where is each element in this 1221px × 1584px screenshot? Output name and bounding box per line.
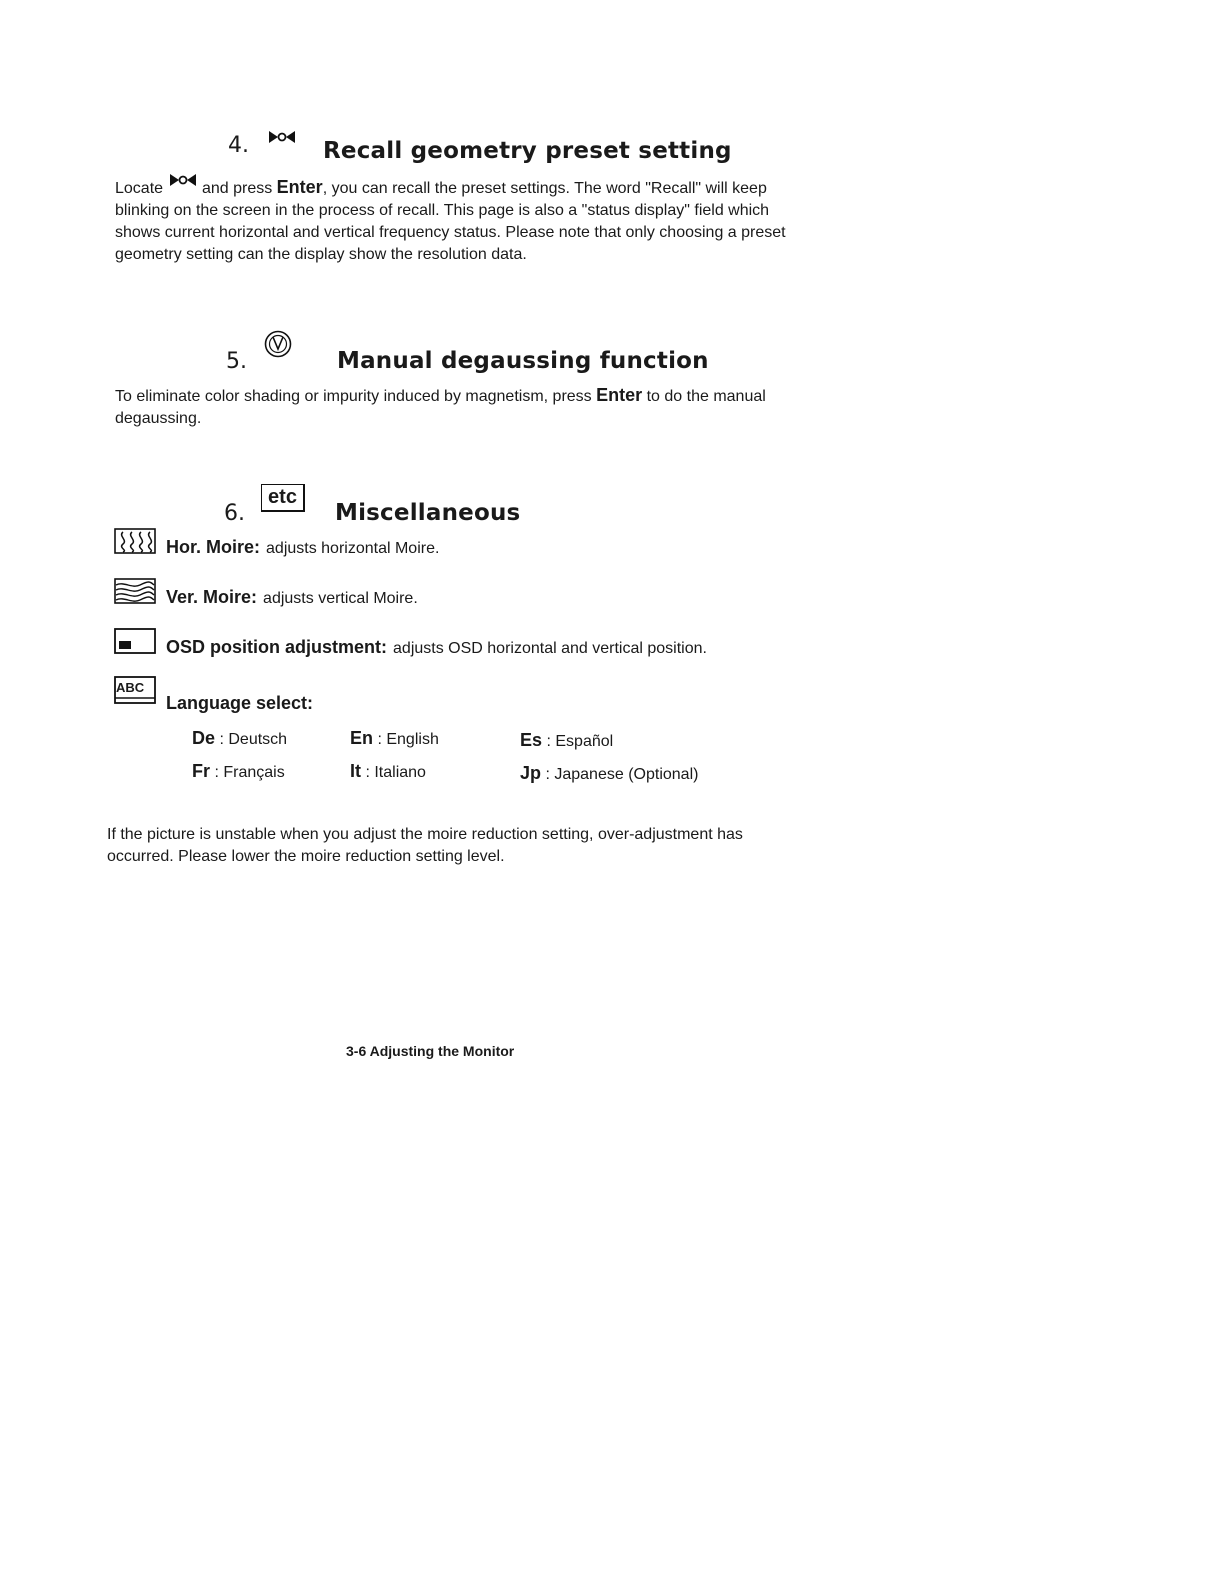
osd-position-icon <box>114 628 156 658</box>
section-number: 6. <box>224 500 245 526</box>
language-item: De : Deutsch <box>192 728 288 748</box>
hor-moire-desc: adjusts horizontal Moire. <box>266 540 440 557</box>
language-item: It : Italiano <box>350 761 426 781</box>
language-icon <box>114 676 156 708</box>
language-item: Es : Español <box>520 730 614 750</box>
osd-position-label: OSD position adjustment: <box>166 637 388 657</box>
section-title: Manual degaussing function <box>337 348 709 374</box>
page-footer: 3-6 Adjusting the Monitor <box>346 1043 515 1059</box>
section-number: 4. <box>228 132 249 158</box>
language-item: Jp : Japanese (Optional) <box>520 763 699 783</box>
language-label: Language select: <box>166 693 314 713</box>
language-row <box>114 676 314 713</box>
section-title: Recall geometry preset setting <box>323 138 732 164</box>
ver-moire-icon <box>114 578 156 608</box>
osd-position-row <box>114 628 707 658</box>
ver-moire-desc: adjusts vertical Moire. <box>263 590 418 607</box>
ver-moire-label: Ver. Moire: <box>166 587 258 607</box>
osd-position-desc: adjusts OSD horizontal and vertical position. <box>393 640 707 657</box>
enter-key-label: Enter <box>276 177 323 197</box>
degauss-icon <box>263 329 293 363</box>
enter-key-label: Enter <box>596 385 643 405</box>
language-item: Fr : Français <box>192 761 285 781</box>
section-number: 5. <box>226 348 247 374</box>
section-5-heading <box>226 332 709 374</box>
language-icon-text: ABC <box>116 680 145 695</box>
section-5-text: To eliminate color shading or impurity induced by magnetism, press Enter to do the manual degaussing. <box>115 385 766 427</box>
section-4-text: Locate and press Enter, you can recall the preset settings. The word "Recall" will keep blinking on the screen in the process of recall. This page is also a "status display" field which shows current horizontal and vertical frequency status. Please note that only choosing a preset geometry setting can the display show the resolution data. <box>115 176 797 266</box>
section-4-heading <box>228 126 732 164</box>
recall-geometry-icon <box>168 172 198 194</box>
recall-geometry-icon <box>267 129 297 148</box>
misc-etc-icon: etc <box>261 484 305 512</box>
language-item: En : English <box>350 728 439 748</box>
hor-moire-icon <box>114 528 156 558</box>
hor-moire-row <box>114 528 439 558</box>
hor-moire-label: Hor. Moire: <box>166 537 261 557</box>
ver-moire-row <box>114 578 418 608</box>
section-title: Miscellaneous <box>335 500 521 526</box>
moire-note: If the picture is unstable when you adjust the moire reduction setting, over-adjustment has occurred. Please lower the moire reduction setting level. <box>107 826 743 865</box>
section-6-heading <box>224 470 520 526</box>
